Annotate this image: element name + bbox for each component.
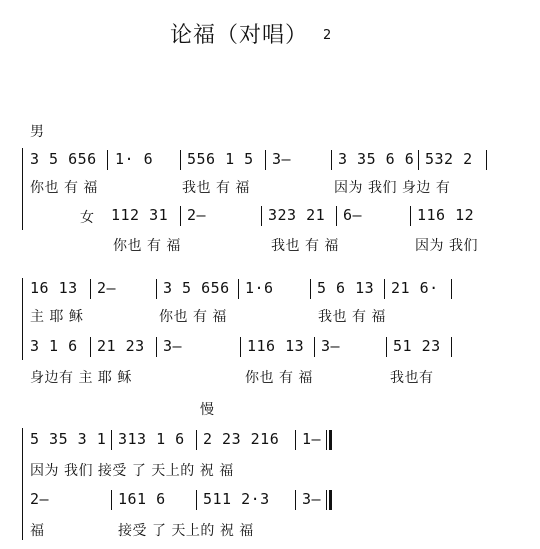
barline bbox=[386, 337, 387, 357]
measure-notes: 21 6· bbox=[391, 279, 439, 297]
tempo-mark: 慢 bbox=[200, 402, 214, 418]
female-part-label: 女 bbox=[80, 210, 94, 226]
measure-notes: 6– bbox=[343, 206, 363, 224]
measure-notes: 3– bbox=[302, 490, 322, 508]
measure-notes: 51 23 bbox=[393, 337, 441, 355]
page-number: 2 bbox=[323, 28, 332, 43]
barline bbox=[295, 430, 296, 450]
lyric-line: 我也 有 福 bbox=[182, 180, 250, 196]
barline bbox=[331, 150, 332, 170]
lyric-line: 你也 有 福 bbox=[245, 370, 313, 386]
measure-notes: 2 23 216 bbox=[203, 430, 280, 448]
measure-notes: 1– bbox=[302, 430, 322, 448]
barline bbox=[314, 337, 315, 357]
measure-notes: 161 6 bbox=[118, 490, 166, 508]
lyric-line: 你也 有 福 bbox=[159, 309, 227, 325]
measure-notes: 532 2 bbox=[425, 150, 473, 168]
measure-notes: 116 12 bbox=[417, 206, 475, 224]
measure-notes: 511 2·3 bbox=[203, 490, 270, 508]
final-barline-thin bbox=[326, 490, 327, 510]
measure-notes: 1·6 bbox=[245, 279, 274, 297]
measure-notes: 3 1 6 bbox=[30, 337, 78, 355]
measure-notes: 5 6 13 bbox=[317, 279, 375, 297]
measure-notes: 3– bbox=[321, 337, 341, 355]
male-part-label: 男 bbox=[30, 124, 44, 140]
barline bbox=[111, 490, 112, 510]
barline bbox=[107, 150, 108, 170]
measure-notes: 3 35 6 6 bbox=[338, 150, 415, 168]
barline bbox=[90, 337, 91, 357]
measure-notes: 16 13 bbox=[30, 279, 78, 297]
measure-notes: 2– bbox=[97, 279, 117, 297]
lyric-line: 你也 有 福 bbox=[113, 238, 181, 254]
measure-notes: 3– bbox=[163, 337, 183, 355]
barline bbox=[336, 206, 337, 226]
barline bbox=[196, 430, 197, 450]
barline bbox=[180, 150, 181, 170]
barline bbox=[418, 150, 419, 170]
lyric-line: 接受 了 天上的 祝 福 bbox=[118, 523, 254, 539]
barline bbox=[295, 490, 296, 510]
final-barline-thick bbox=[329, 430, 332, 450]
barline bbox=[410, 206, 411, 226]
barline bbox=[486, 150, 487, 170]
measure-notes: 2– bbox=[187, 206, 207, 224]
barline bbox=[238, 279, 239, 299]
measure-notes: 556 1 5 bbox=[187, 150, 254, 168]
measure-notes: 116 13 bbox=[247, 337, 305, 355]
lyric-line: 福 bbox=[30, 523, 45, 539]
barline bbox=[111, 430, 112, 450]
measure-notes: 3 5 656 bbox=[163, 279, 230, 297]
lyric-line: 你也 有 福 bbox=[30, 180, 98, 196]
song-title: 论福（对唱） bbox=[170, 23, 309, 48]
measure-notes: 313 1 6 bbox=[118, 430, 185, 448]
lyric-line: 我也有 bbox=[390, 370, 434, 386]
lyric-line: 因为 我们 bbox=[415, 238, 478, 254]
system-start-barline bbox=[22, 148, 23, 230]
final-barline-thick bbox=[329, 490, 332, 510]
measure-notes: 5 35 3 1 bbox=[30, 430, 107, 448]
lyric-line: 身边有 主 耶 稣 bbox=[30, 370, 132, 386]
barline bbox=[196, 490, 197, 510]
barline bbox=[90, 279, 91, 299]
barline bbox=[156, 337, 157, 357]
measure-notes: 323 21 bbox=[268, 206, 326, 224]
barline bbox=[156, 279, 157, 299]
lyric-line: 我也 有 福 bbox=[318, 309, 386, 325]
barline bbox=[240, 337, 241, 357]
system-start-barline bbox=[22, 428, 23, 540]
barline bbox=[310, 279, 311, 299]
barline bbox=[180, 206, 181, 226]
barline bbox=[384, 279, 385, 299]
measure-notes: 21 23 bbox=[97, 337, 145, 355]
barline bbox=[261, 206, 262, 226]
barline bbox=[265, 150, 266, 170]
measure-notes: 1· 6 bbox=[115, 150, 154, 168]
measure-notes: 3 5 656 bbox=[30, 150, 97, 168]
barline bbox=[451, 279, 452, 299]
lyric-line: 主 耶 稣 bbox=[30, 309, 84, 325]
measure-notes: 2– bbox=[30, 490, 50, 508]
lyric-line: 因为 我们 身边 有 bbox=[334, 180, 451, 196]
system-start-barline bbox=[22, 278, 23, 360]
measure-notes: 112 31 bbox=[111, 206, 169, 224]
final-barline-thin bbox=[326, 430, 327, 450]
lyric-line: 因为 我们 接受 了 天上的 祝 福 bbox=[30, 463, 234, 479]
barline bbox=[451, 337, 452, 357]
lyric-line: 我也 有 福 bbox=[271, 238, 339, 254]
measure-notes: 3– bbox=[272, 150, 292, 168]
